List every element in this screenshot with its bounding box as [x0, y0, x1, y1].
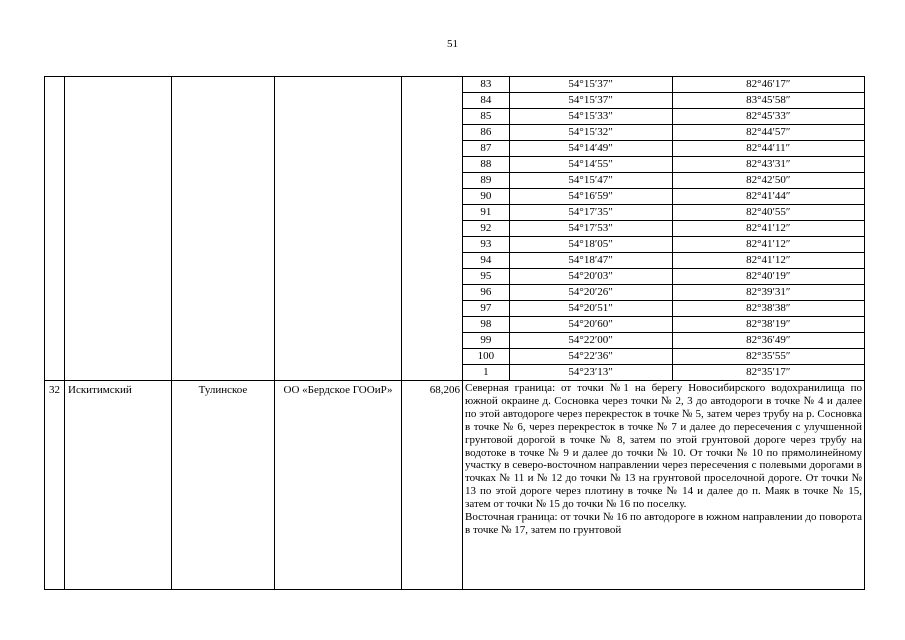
longitude: 82°46′17″: [672, 77, 864, 93]
point-number: 1: [483, 366, 489, 378]
latitude: 54°15′33″: [509, 109, 672, 125]
point-number: 95: [463, 269, 509, 285]
latitude: 54°14′49″: [509, 141, 672, 157]
boundary-description: [463, 381, 865, 590]
coordinates-table: [463, 77, 864, 380]
longitude: 82°41′12″: [672, 237, 864, 253]
latitude: 54°15′37″: [509, 77, 672, 93]
point-number: 89: [463, 173, 509, 189]
longitude: 82°40′55″: [672, 205, 864, 221]
latitude: 54°22′00″: [509, 333, 672, 349]
point-number: 94: [463, 253, 509, 269]
latitude: 54°20′03″: [509, 269, 672, 285]
coordinate-row: [463, 221, 864, 237]
coordinate-row: [463, 109, 864, 125]
north-boundary-text: Северная граница: от точки №1 на берегу Новосибирского водохранилища по южной окраине д. Сосновка через точки № 2, 3 до автодороги в точке № 4 и далее по этой автодороге через перекресток в точке № 5, затем через трубу на р. Сосновка в точке № 6, через перекресток в точке № 7 и далее до пересечения с улучшенной грунтовой дорогой в точке № 8, затем по этой грунтовой дороге через трубу на водотоке в точке № 9 и далее до точки № 10. От точки № 10 по прямолинейному участку в северо-восточном направлении через пересечения с полевыми дорогами в точках № 11 и № 12 до точки № 13 на грунтовой проселочной дороге. От точки № 13 по этой дороге через плотину в точке № 14 и далее до п. Маяк в точке № 15, затем от точки № 15 до точки № 16 по поселку.: [465, 382, 862, 511]
coordinate-row: [463, 333, 864, 349]
longitude: 82°35′17″: [672, 365, 864, 381]
longitude: 82°40′19″: [672, 269, 864, 285]
coordinate-row: [463, 93, 864, 109]
coordinate-row: [463, 301, 864, 317]
latitude: 54°23′13″: [509, 365, 672, 381]
empty-cell: [402, 77, 463, 381]
coordinate-row: [463, 349, 864, 365]
coordinate-row: [463, 285, 864, 301]
point-number: 90: [463, 189, 509, 205]
point-number: 93: [463, 237, 509, 253]
coordinate-row: [463, 317, 864, 333]
latitude: 54°18′05″: [509, 237, 672, 253]
point-number: 100: [463, 349, 509, 365]
coordinate-row: [463, 365, 864, 381]
point-number: 88: [463, 157, 509, 173]
coordinate-row: [463, 205, 864, 221]
coordinate-row: [463, 157, 864, 173]
latitude: 54°20′60″: [509, 317, 672, 333]
point-number: 99: [463, 333, 509, 349]
longitude: 83°45′58″: [672, 93, 864, 109]
boundaries-table: [44, 76, 865, 590]
latitude: 54°14′55″: [509, 157, 672, 173]
latitude: 54°17′53″: [509, 221, 672, 237]
longitude: 82°38′38″: [672, 301, 864, 317]
point-number: 98: [463, 317, 509, 333]
latitude: 54°18′47″: [509, 253, 672, 269]
longitude: 82°41′44″: [672, 189, 864, 205]
longitude: 82°36′49″: [672, 333, 864, 349]
longitude: 82°43′31″: [672, 157, 864, 173]
longitude: 82°44′57″: [672, 125, 864, 141]
coordinate-row: [463, 125, 864, 141]
longitude: 82°42′50″: [672, 173, 864, 189]
table-row: [45, 381, 865, 590]
continued-row: [45, 77, 865, 381]
latitude: 54°17′35″: [509, 205, 672, 221]
coordinate-row: [463, 189, 864, 205]
longitude: 82°35′55″: [672, 349, 864, 365]
row-number: 32: [45, 381, 65, 590]
latitude: 54°15′47″: [509, 173, 672, 189]
district-name: Искитимский: [65, 381, 172, 590]
coordinate-row: [463, 77, 864, 93]
coordinate-row: [463, 173, 864, 189]
longitude: 82°41′12″: [672, 253, 864, 269]
point-number: 86: [463, 125, 509, 141]
coordinate-row: [463, 237, 864, 253]
empty-cell: [65, 77, 172, 381]
latitude: 54°15′32″: [509, 125, 672, 141]
empty-cell: [45, 77, 65, 381]
point-number: 84: [463, 93, 509, 109]
point-number: 91: [463, 205, 509, 221]
page-number: 51: [447, 38, 458, 50]
longitude: 82°39′31″: [672, 285, 864, 301]
coordinate-row: [463, 253, 864, 269]
longitude: 82°44′11″: [672, 141, 864, 157]
latitude: 54°22′36″: [509, 349, 672, 365]
east-boundary-text: Восточная граница: от точки № 16 по автодороге в южном направлении до поворота в точке № 17, затем по грунтовой: [465, 511, 862, 536]
coordinate-row: [463, 269, 864, 285]
latitude: 54°15′37″: [509, 93, 672, 109]
point-number: 97: [463, 301, 509, 317]
area-value: 68,206: [402, 381, 463, 590]
longitude: 82°41′12″: [672, 221, 864, 237]
point-number: 85: [463, 109, 509, 125]
coordinate-row: [463, 141, 864, 157]
latitude: 54°20′26″: [509, 285, 672, 301]
latitude: 54°20′51″: [509, 301, 672, 317]
point-number: 96: [463, 285, 509, 301]
longitude: 82°38′19″: [672, 317, 864, 333]
latitude: 54°16′59″: [509, 189, 672, 205]
coordinates-cell: [463, 77, 865, 381]
organization-name: ОО «Бердское ГООиР»: [275, 381, 402, 590]
longitude: 82°45′33″: [672, 109, 864, 125]
point-number: 83: [463, 77, 509, 93]
point-number: 87: [463, 141, 509, 157]
empty-cell: [172, 77, 275, 381]
settlement-name: Тулинское: [172, 381, 275, 590]
point-number: 92: [463, 221, 509, 237]
empty-cell: [275, 77, 402, 381]
